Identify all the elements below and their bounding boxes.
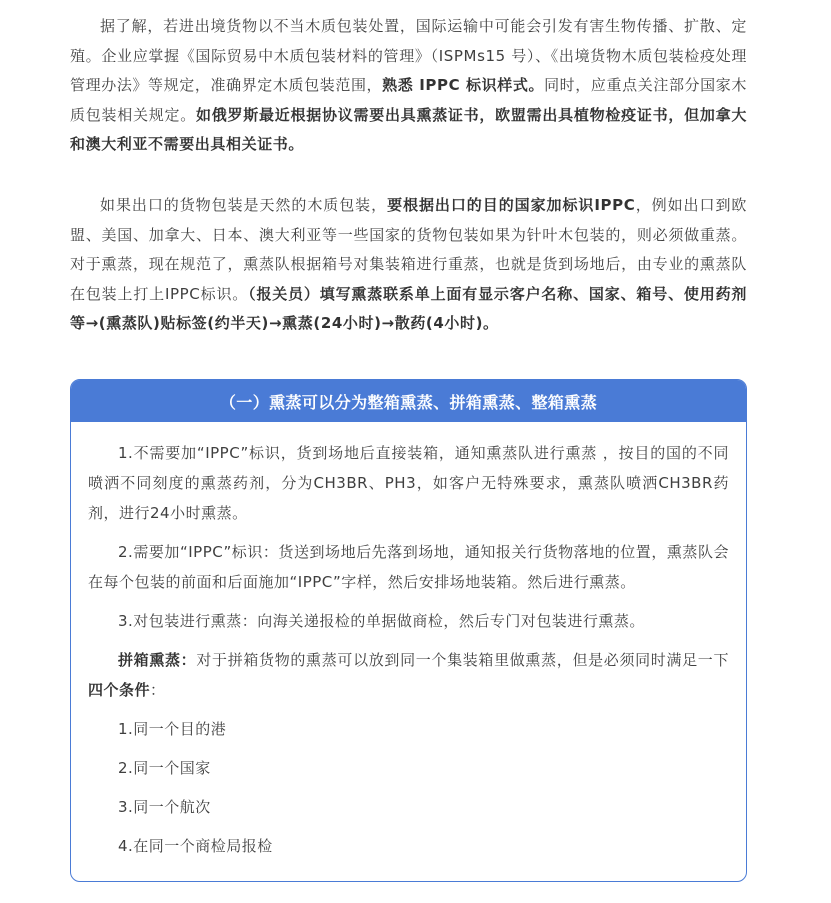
condition-item: 1.同一个目的港 [118, 720, 227, 738]
box-content [71, 422, 746, 861]
pinxiang-paragraph [88, 645, 729, 705]
paragraph-text: 同时，应重点关注部分国家木质包装相关规定。 [70, 76, 747, 124]
paragraph-bold: 如俄罗斯最近根据协议需要出具熏蒸证书，欧盟需出具植物检疫证书，但加拿大和澳大利亚不需要出具相关证书。 [70, 105, 747, 154]
paragraph-text: 对于拼箱货物的熏蒸可以放到同一个集装箱里做熏蒸，但是必须同时满足一下 [196, 651, 729, 669]
condition-item: 2.同一个国家 [118, 759, 211, 777]
condition-item: 4.在同一个商检局报检 [118, 837, 273, 855]
list-item: 1.不需要加“IPPC”标识，货到场地后直接装箱，通知熏蒸队进行熏蒸 ，按目的国的不同喷洒不同刻度的熏蒸药剂，分为CH3BR、PH3，如客户无特殊要求，熏蒸队喷洒CH3BR药剂，进行24小时熏蒸。 [88, 444, 729, 522]
paragraph-text: ，例如出口到欧盟、美国、加拿大、日本、澳大利亚等一些国家的货物包装如果为针叶木包装的，则必须做重蒸。对于熏蒸，现在规范了，熏蒸队根据箱号对集装箱进行重蒸，也就是货到场地后，由专业的熏蒸队在包装上打上IPPC标识。 [70, 196, 747, 303]
paragraph-bold: 四个条件 [88, 681, 151, 699]
box-title: （一）熏蒸可以分为整箱熏蒸、拼箱熏蒸、整箱熏蒸 [71, 380, 746, 422]
paragraph-bold: 要根据出口的目的国家加标识IPPC [387, 196, 636, 214]
pinxiang-label: 拼箱熏蒸： [118, 651, 197, 669]
list-item: 2.需要加“IPPC”标识：货送到场地后先落到场地，通知报关行货物落地的位置，熏蒸队会在每个包装的前面和后面施加“IPPC”字样，然后安排场地装箱。然后进行熏蒸。 [88, 543, 729, 591]
paragraph-bold: （报关员）填写熏蒸联系单上面有显示客户名称、国家、箱号、使用药剂等→(熏蒸队)贴标签(约半天)→熏蒸(24小时)→散药(4小时)。 [70, 284, 747, 333]
paragraph-text: 如果出口的货物包装是天然的木质包装， [100, 196, 388, 214]
condition-item: 3.同一个航次 [118, 798, 211, 816]
fumigation-types-box [70, 379, 747, 882]
paragraph-bold: 熟悉 IPPC 标识样式。 [382, 76, 545, 95]
list-item: 3.对包装进行熏蒸：向海关递报检的单据做商检，然后专门对包装进行熏蒸。 [118, 612, 645, 630]
paragraph-text: ： [150, 681, 166, 699]
paragraph-text: 据了解，若进出境货物以不当木质包装处置，国际运输中可能会引发有害生物传播、扩散、定殖。企业应掌握《国际贸易中木质包装材料的管理》（ISPMs15 号）、《出境货物木质包装检疫处理管理办法》等规定，准确界定木质包装范围， [70, 17, 747, 95]
paragraph-wood-packaging [70, 12, 747, 160]
paragraph-fumigation-process [70, 191, 747, 339]
